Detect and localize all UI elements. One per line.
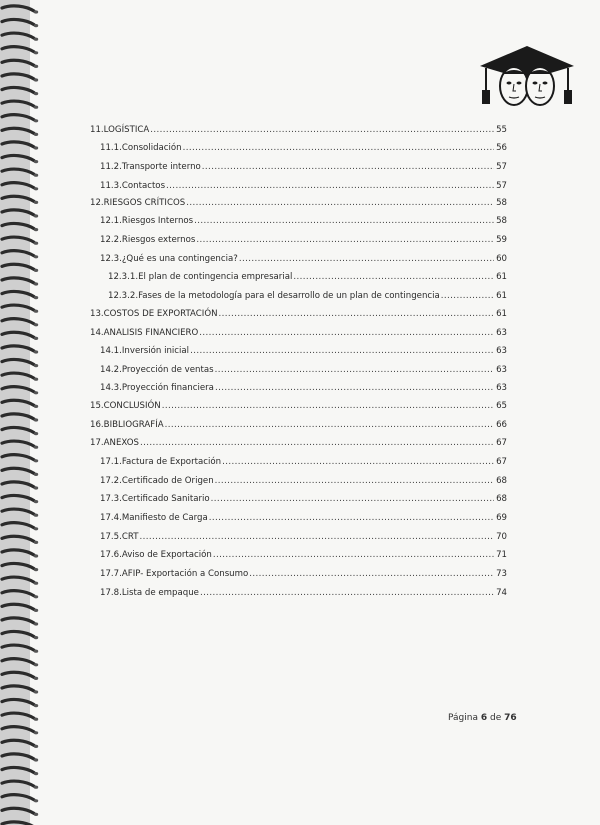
dot-leader <box>199 327 494 339</box>
toc-entry-page: 57 <box>496 181 507 191</box>
toc-entry-page: 70 <box>496 532 507 542</box>
toc-entry-number: 17.6. <box>100 550 122 560</box>
toc-entry-page: 65 <box>496 401 507 411</box>
toc-entry-page: 73 <box>496 569 507 579</box>
toc-entry-page: 66 <box>496 420 507 430</box>
toc-entry-page: 55 <box>496 125 507 135</box>
toc-entry-title: Lista de empaque <box>121 588 199 598</box>
toc-entry-title: Riesgos Internos <box>121 216 194 226</box>
toc-entry-number: 16. <box>90 420 104 430</box>
toc-entry[interactable] <box>90 197 507 209</box>
toc-entry[interactable] <box>100 456 507 468</box>
toc-entry[interactable] <box>100 568 507 580</box>
toc-entry-title: El plan de contingencia empresarial <box>138 272 293 282</box>
toc-entry-page: 61 <box>496 309 507 319</box>
toc-entry-page: 58 <box>496 198 507 208</box>
dot-leader <box>209 512 494 524</box>
toc-entry-number: 11.2. <box>100 162 122 172</box>
toc-entry[interactable] <box>100 161 507 173</box>
toc-entry[interactable] <box>90 437 507 449</box>
toc-entry-number: 14.1. <box>100 346 122 356</box>
toc-entry-number: 12.2. <box>100 235 122 245</box>
toc-entry[interactable] <box>100 493 507 505</box>
toc-entry-page: 63 <box>496 365 507 375</box>
toc-entry-page: 59 <box>496 235 507 245</box>
toc-entry-title: ANALISIS FINANCIERO <box>103 328 199 338</box>
dot-leader <box>293 271 494 283</box>
dot-leader <box>186 197 494 209</box>
toc-entry[interactable] <box>100 345 507 357</box>
toc-entry-title: Contactos <box>121 181 166 191</box>
toc-entry-number: 11. <box>90 125 104 135</box>
dot-leader <box>239 253 494 265</box>
toc-entry-number: 17.8. <box>100 588 122 598</box>
toc-entry-number: 14.3. <box>100 383 122 393</box>
toc-entry-title: LOGÍSTICA <box>103 125 150 135</box>
toc-entry-number: 14. <box>90 328 104 338</box>
toc-entry-number: 11.3. <box>100 181 122 191</box>
dot-leader <box>165 419 494 431</box>
toc-entry-number: 11.1. <box>100 143 122 153</box>
toc-entry-number: 12.3.1. <box>108 272 139 282</box>
toc-entry-page: 74 <box>496 588 507 598</box>
toc-entry-number: 17.7. <box>100 569 122 579</box>
toc-entry-title: RIESGOS CRÍTICOS <box>103 198 186 208</box>
toc-entry-page: 60 <box>496 254 507 264</box>
toc-entry-title: COSTOS DE EXPORTACIÓN <box>103 309 218 319</box>
toc-entry-number: 15. <box>90 401 104 411</box>
dot-leader <box>166 180 494 192</box>
toc-entry-title: AFIP- Exportación a Consumo <box>121 569 249 579</box>
dot-leader <box>190 345 494 357</box>
toc-entry-title: ANEXOS <box>103 438 139 448</box>
dot-leader <box>200 587 494 599</box>
toc-entry-number: 17.5. <box>100 532 122 542</box>
toc-entry[interactable] <box>100 475 507 487</box>
toc-entry[interactable] <box>108 290 507 302</box>
footer-total-pages: 76 <box>504 713 517 723</box>
dot-leader <box>222 456 494 468</box>
toc-entry-page: 63 <box>496 328 507 338</box>
toc-entry-page: 71 <box>496 550 507 560</box>
footer-current-page: 6 <box>480 713 488 723</box>
dot-leader <box>196 234 494 246</box>
dot-leader <box>215 382 494 394</box>
dot-leader <box>183 142 494 154</box>
toc-entry[interactable] <box>100 382 507 394</box>
toc-entry-title: Aviso de Exportación <box>121 550 212 560</box>
dot-leader <box>215 364 494 376</box>
toc-entry-title: CRT <box>121 532 139 542</box>
toc-entry[interactable] <box>90 400 507 412</box>
toc-entry-number: 14.2. <box>100 365 122 375</box>
toc-entry-title: Proyección de ventas <box>121 365 214 375</box>
toc-entry-number: 12.3. <box>100 254 122 264</box>
toc-entry-title: Riesgos externos <box>121 235 196 245</box>
toc-entry[interactable] <box>100 253 507 265</box>
toc-entry-title: Proyección financiera <box>121 383 214 393</box>
toc-entry-number: 17.4. <box>100 513 122 523</box>
dot-leader <box>213 549 494 561</box>
toc-entry-page: 61 <box>496 272 507 282</box>
dot-leader <box>139 531 494 543</box>
footer-label: Página <box>448 713 478 723</box>
footer-of: de <box>490 713 502 723</box>
toc-entry-page: 56 <box>496 143 507 153</box>
toc-entry-number: 12. <box>90 198 104 208</box>
dot-leader <box>219 308 494 320</box>
toc-entry-number: 17.3. <box>100 494 122 504</box>
toc-entry-number: 17.2. <box>100 476 122 486</box>
page-footer <box>448 713 517 723</box>
dot-leader <box>194 215 494 227</box>
toc-entry-title: Fases de la metodología para el desarrollo de un plan de contingencia <box>138 291 440 301</box>
toc-entry-page: 67 <box>496 438 507 448</box>
toc-entry-number: 17.1. <box>100 457 122 467</box>
toc-entry[interactable] <box>90 327 507 339</box>
toc-entry[interactable] <box>100 512 507 524</box>
toc-entry-title: Inversión inicial <box>121 346 190 356</box>
dot-leader <box>150 124 494 136</box>
toc-entry-title: ¿Qué es una contingencia? <box>121 254 238 264</box>
toc-entry[interactable] <box>108 271 507 283</box>
toc-entry-title: CONCLUSIÓN <box>103 401 161 411</box>
toc-entry-title: BIBLIOGRAFÍA <box>103 420 164 430</box>
toc-entry-page: 68 <box>496 476 507 486</box>
toc-entry[interactable] <box>100 531 507 543</box>
toc-entry-page: 61 <box>496 291 507 301</box>
dot-leader <box>249 568 494 580</box>
toc-entry-number: 12.1. <box>100 216 122 226</box>
toc-entry[interactable] <box>90 308 507 320</box>
toc-entry-title: Certificado Sanitario <box>121 494 210 504</box>
toc-entry[interactable] <box>90 124 507 136</box>
toc-entry-title: Manifiesto de Carga <box>121 513 208 523</box>
toc-entry-page: 57 <box>496 162 507 172</box>
toc-entry[interactable] <box>100 587 507 599</box>
toc-entry[interactable] <box>100 364 507 376</box>
toc-entry-page: 58 <box>496 216 507 226</box>
dot-leader <box>140 437 494 449</box>
toc-entry-page: 67 <box>496 457 507 467</box>
toc-entry-number: 17. <box>90 438 104 448</box>
toc-entry[interactable] <box>100 142 507 154</box>
toc-entry-title: Factura de Exportación <box>121 457 222 467</box>
toc-entry-page: 69 <box>496 513 507 523</box>
toc-entry[interactable] <box>100 549 507 561</box>
toc-entry-title: Transporte interno <box>121 162 201 172</box>
toc-entry-title: Consolidación <box>121 143 182 153</box>
toc-entry[interactable] <box>90 419 507 431</box>
toc-entry-number: 13. <box>90 309 104 319</box>
toc-entry-number: 12.3.2. <box>108 291 139 301</box>
toc-entry-page: 63 <box>496 346 507 356</box>
dot-leader <box>202 161 494 173</box>
toc-entry[interactable] <box>100 234 507 246</box>
dot-leader <box>441 290 494 302</box>
toc-entry-page: 68 <box>496 494 507 504</box>
toc-entry[interactable] <box>100 215 507 227</box>
toc-entry-page: 63 <box>496 383 507 393</box>
dot-leader <box>162 400 494 412</box>
dot-leader <box>215 475 494 487</box>
dot-leader <box>211 493 494 505</box>
toc-entry-title: Certificado de Origen <box>121 476 214 486</box>
toc-entry[interactable] <box>100 180 507 192</box>
